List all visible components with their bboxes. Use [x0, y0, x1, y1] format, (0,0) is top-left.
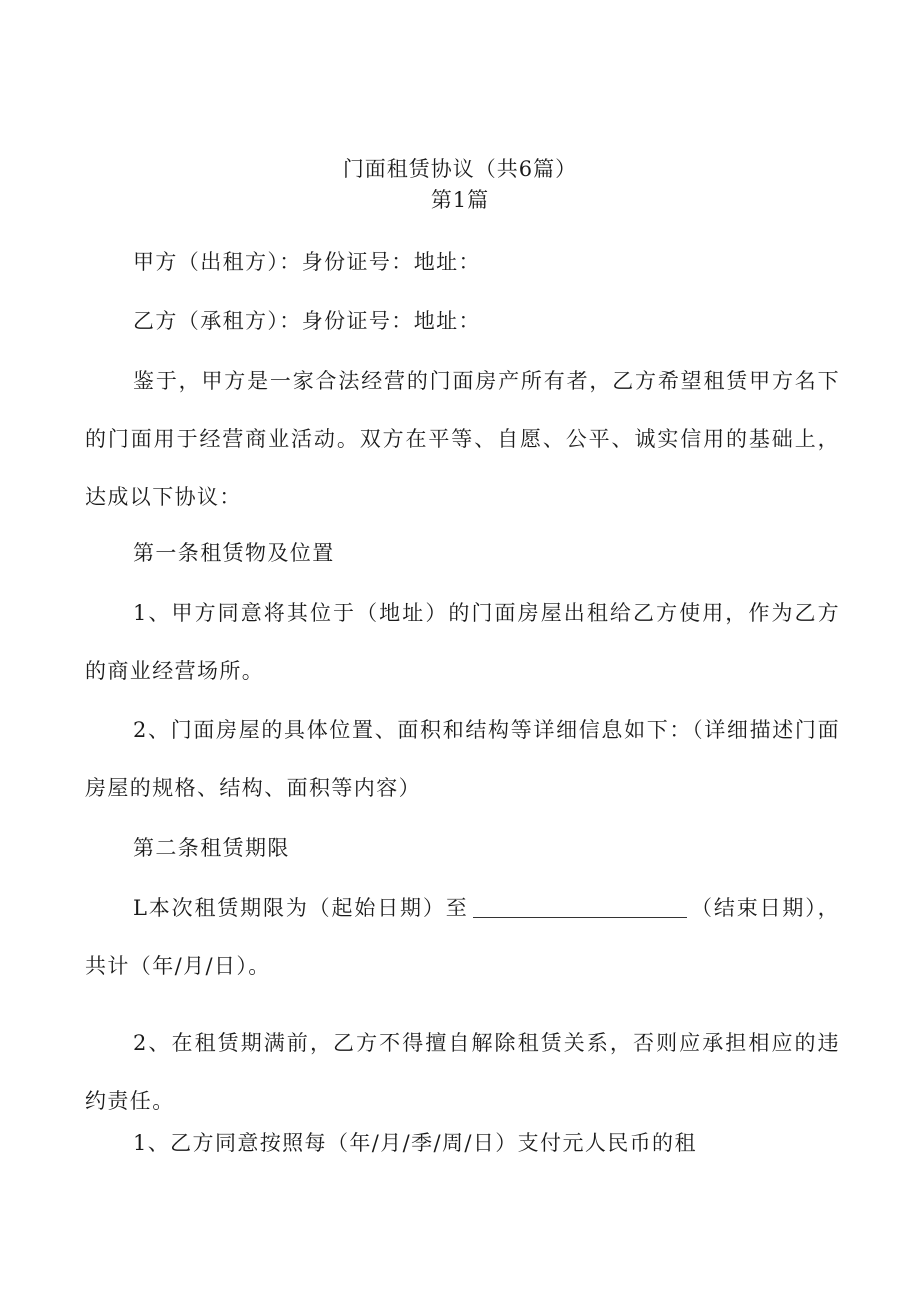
party-a-line: 甲方（出租方）：身份证号：地址： [133, 250, 481, 274]
document-subtitle: 第1篇 [430, 188, 490, 212]
article-2-item-1-end: （结束日期），共计（年/月/日）。 [85, 896, 840, 978]
article-2-heading: 第二条租赁期限 [133, 836, 290, 860]
article-3-item-1: 1、乙方同意按照每（年/月/季/周/日）支付元人民币的租 [133, 1131, 697, 1155]
article-2-item-2: 2、在租赁期满前，乙方不得擅自解除租赁关系，否则应承担相应的违约责任。 [85, 1031, 840, 1113]
party-b-line: 乙方（承租方）：身份证号：地址： [133, 309, 481, 333]
article-1-heading: 第一条租赁物及位置 [133, 541, 335, 565]
document-title: 门面租赁协议（共6篇） [342, 157, 578, 181]
article-1-item-2: 2、门面房屋的具体位置、面积和结构等详细信息如下：（详细描述门面房屋的规格、结构、面积等内容） [85, 718, 840, 800]
preamble-paragraph: 鉴于，甲方是一家合法经营的门面房产所有者，乙方希望租赁甲方名下的门面用于经营商业活动。双方在平等、自愿、公平、诚实信用的基础上，达成以下协议： [85, 369, 840, 509]
article-2-item-1-start: L本次租赁期限为（起始日期）至 [133, 896, 469, 920]
end-date-blank [473, 897, 687, 918]
article-1-item-1: 1、甲方同意将其位于（地址）的门面房屋出租给乙方使用，作为乙方的商业经营场所。 [85, 601, 840, 683]
article-2-item-1 [85, 879, 840, 995]
